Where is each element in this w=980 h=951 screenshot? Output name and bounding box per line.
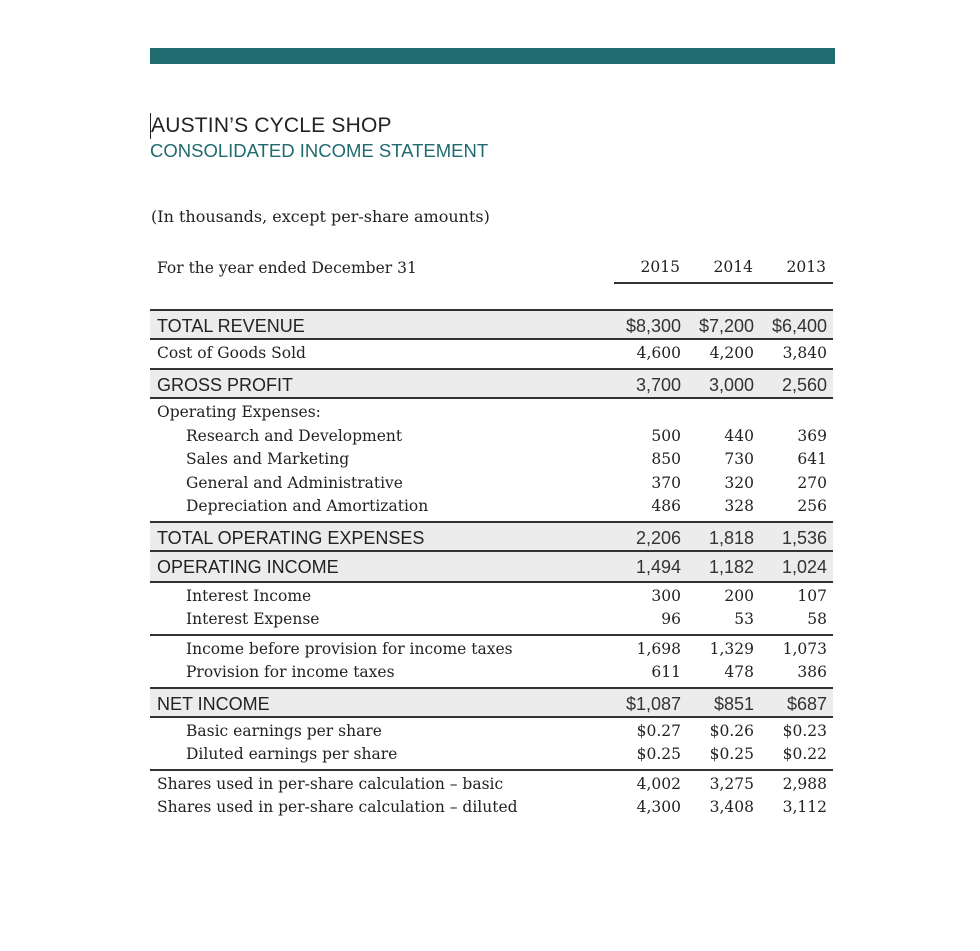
row-operating-income bbox=[150, 552, 833, 583]
value-2014: 328 bbox=[724, 497, 754, 515]
period-label: For the year ended December 31 bbox=[157, 259, 417, 277]
row-sales-marketing bbox=[150, 450, 833, 474]
row-shares-basic bbox=[150, 775, 833, 799]
value-2014: $0.26 bbox=[709, 721, 754, 740]
row-label: Provision for income taxes bbox=[186, 663, 395, 681]
row-label: GROSS PROFIT bbox=[157, 375, 294, 395]
row-interest-expense bbox=[150, 610, 833, 634]
value-2013: 2,988 bbox=[782, 774, 827, 793]
value-2014: 53 bbox=[734, 610, 754, 628]
row-provision-tax bbox=[150, 663, 833, 687]
value-2015: $1,087 bbox=[625, 693, 681, 714]
row-label: General and Administrative bbox=[186, 473, 403, 492]
value-2013: $0.22 bbox=[782, 745, 827, 763]
value-2015: 4,002 bbox=[636, 774, 681, 793]
value-2013: 3,112 bbox=[782, 798, 827, 816]
row-diluted-eps bbox=[150, 745, 833, 769]
row-cogs bbox=[150, 340, 833, 368]
value-2015: 4,600 bbox=[636, 344, 681, 362]
row-shares-diluted bbox=[150, 798, 833, 822]
value-2013: 3,840 bbox=[782, 344, 827, 362]
value-2015: 500 bbox=[651, 426, 681, 445]
row-basic-eps bbox=[150, 722, 833, 746]
row-label: Shares used in per-share calculation – diluted bbox=[157, 798, 518, 816]
value-2014: $7,200 bbox=[698, 316, 754, 336]
row-label: Sales and Marketing bbox=[186, 450, 350, 468]
value-2014: 200 bbox=[724, 586, 754, 605]
value-2015: 1,494 bbox=[635, 556, 681, 577]
value-2014: 478 bbox=[724, 663, 754, 681]
value-2013: 107 bbox=[797, 586, 827, 605]
value-2013: $0.23 bbox=[782, 721, 827, 740]
value-2015: 850 bbox=[651, 450, 681, 468]
units-note: (In thousands, except per-share amounts) bbox=[151, 207, 490, 226]
value-2015: $8,300 bbox=[625, 316, 681, 336]
company-name: AUSTIN’S CYCLE SHOP bbox=[151, 114, 392, 137]
income-statement-table bbox=[150, 309, 833, 822]
value-2014: 1,818 bbox=[708, 527, 754, 548]
value-2013: 641 bbox=[797, 450, 827, 468]
value-2014: $0.25 bbox=[709, 745, 754, 763]
row-rnd bbox=[150, 427, 833, 451]
value-2013: 270 bbox=[797, 473, 827, 492]
row-label: Cost of Goods Sold bbox=[157, 344, 306, 362]
value-2014: 1,182 bbox=[708, 556, 754, 577]
row-label: TOTAL REVENUE bbox=[157, 316, 305, 336]
row-label: Basic earnings per share bbox=[186, 721, 382, 740]
value-2015: $0.27 bbox=[636, 721, 681, 740]
value-2013: 2,560 bbox=[781, 375, 827, 395]
value-2013: $6,400 bbox=[771, 316, 827, 336]
value-2015: 486 bbox=[651, 497, 681, 515]
row-net-income bbox=[150, 687, 833, 718]
row-gross-profit bbox=[150, 368, 833, 399]
row-label: NET INCOME bbox=[157, 693, 270, 714]
row-label: Operating Expenses: bbox=[157, 403, 321, 421]
row-income-before-tax bbox=[150, 640, 833, 664]
year-2013: 2013 bbox=[786, 258, 826, 276]
value-2015: 300 bbox=[651, 586, 681, 605]
value-2015: 611 bbox=[651, 663, 681, 681]
value-2014: 3,000 bbox=[708, 375, 754, 395]
value-2014: 320 bbox=[724, 473, 754, 492]
value-2014: 1,329 bbox=[709, 639, 754, 658]
value-2013: 1,536 bbox=[781, 527, 827, 548]
row-label: OPERATING INCOME bbox=[157, 556, 339, 577]
value-2013: $687 bbox=[786, 693, 827, 714]
value-2014: 3,408 bbox=[709, 798, 754, 816]
value-2015: 4,300 bbox=[636, 798, 681, 816]
row-label: Income before provision for income taxes bbox=[186, 639, 513, 658]
header-bar bbox=[150, 48, 835, 64]
year-header bbox=[614, 258, 833, 284]
value-2014: 4,200 bbox=[709, 344, 754, 362]
row-dna bbox=[150, 497, 833, 521]
row-total-revenue bbox=[150, 309, 833, 340]
row-interest-income bbox=[150, 587, 833, 611]
row-total-opex bbox=[150, 521, 833, 552]
value-2015: 3,700 bbox=[635, 375, 681, 395]
row-label: Diluted earnings per share bbox=[186, 745, 398, 763]
year-2015: 2015 bbox=[640, 258, 680, 276]
value-2013: 1,073 bbox=[782, 639, 827, 658]
value-2015: 370 bbox=[651, 473, 681, 492]
value-2015: 1,698 bbox=[636, 639, 681, 658]
value-2014: $851 bbox=[713, 693, 754, 714]
row-label: TOTAL OPERATING EXPENSES bbox=[157, 527, 425, 548]
value-2015: 2,206 bbox=[635, 527, 681, 548]
value-2013: 58 bbox=[807, 610, 827, 628]
row-label: Interest Income bbox=[186, 586, 312, 605]
statement-title: CONSOLIDATED INCOME STATEMENT bbox=[150, 140, 489, 161]
row-label: Depreciation and Amortization bbox=[186, 497, 429, 515]
row-label: Research and Development bbox=[186, 426, 403, 445]
value-2014: 440 bbox=[724, 426, 754, 445]
value-2013: 1,024 bbox=[781, 556, 827, 577]
row-label: Interest Expense bbox=[186, 610, 320, 628]
value-2015: 96 bbox=[661, 610, 681, 628]
value-2013: 256 bbox=[797, 497, 827, 515]
value-2013: 386 bbox=[797, 663, 827, 681]
row-label: Shares used in per-share calculation – basic bbox=[157, 774, 504, 793]
value-2013: 369 bbox=[797, 426, 827, 445]
value-2014: 730 bbox=[724, 450, 754, 468]
row-gna bbox=[150, 474, 833, 498]
value-2015: $0.25 bbox=[636, 745, 681, 763]
row-opex-header bbox=[150, 403, 833, 427]
value-2014: 3,275 bbox=[709, 774, 754, 793]
year-2014: 2014 bbox=[713, 258, 753, 276]
